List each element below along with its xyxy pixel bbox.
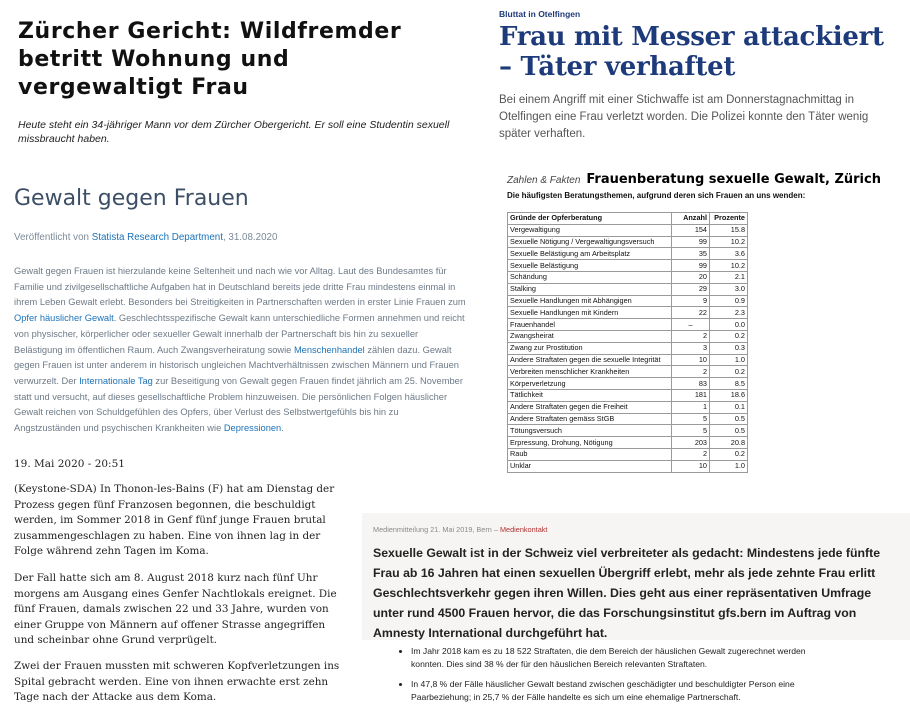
table-header-row: [508, 213, 748, 225]
cell-percent: 0.1: [710, 401, 748, 413]
body-text-1: Gewalt gegen Frauen ist hierzulande keine Seltenheit und nach wie vor Alltag. Laut des Bundesamtes für Familie und zivilgesellschaftliche Aufgaben hat in Deutschland bereits jede dritte Frau mindestens einmal in ihrem Leben Gewalt erlebt. Besonders bei Streitigkeiten in Partnerschaften werden in erster Linie Frauen zum: [14, 266, 466, 308]
article-lead-otelfingen: Bei einem Angriff mit einer Stichwaffe ist am Donnerstagnachmittag in Otelfingen eine Frau verletzt worden. Die Polizei konnte den Täter wenig später verhaften.: [499, 94, 869, 140]
cell-reason: Vergewaltigung: [508, 224, 672, 236]
domestic-violence-facts: [395, 645, 825, 711]
body-text-3: zählen dazu. Gewalt gegen Frauen ist unter anderem in historisch ungleichen Machtverhältnissen zwischen Männern und Frauen verwurzelt. Der: [14, 344, 459, 386]
news-paragraph-2: Der Fall hatte sich am 8. August 2018 kurz nach fünf Uhr morgens am Ausgang eines Genfer Nachtlokals ereignet. Die fünf Frauen, damals zwischen 22 und 33 Jahre, wurden von einer Gruppe von Männern auf offener Strasse angegriffen und scheinbar ohne Grund verprügelt.: [14, 572, 337, 646]
article-kicker-otelfingen: Bluttat in Otelfingen: [499, 9, 581, 19]
statista-body-text: [14, 264, 466, 437]
meta-prefix: Veröffentlicht von: [14, 232, 89, 243]
cell-percent: 2.3: [710, 307, 748, 319]
table-row: [508, 354, 748, 366]
table-row: [508, 389, 748, 401]
cell-percent: 0.2: [710, 366, 748, 378]
cell-reason: Sexuelle Nötigung / Vergewaltigungsversuch: [508, 236, 672, 248]
list-item: • Im Jahr 2018 kam es zu 18 522 Straftaten, die dem Bereich der häuslichen Gewalt zugerechnet werden konnten. Dies sind 38 % der für den häuslichen Bereich relevanten Straftaten.: [411, 645, 825, 671]
cell-reason: Sexuelle Handlungen mit Abhängigen: [508, 295, 672, 307]
cell-percent: 1.0: [710, 460, 748, 472]
cell-percent: 10.2: [710, 260, 748, 272]
cell-count: 2: [672, 366, 710, 378]
cell-count: 2: [672, 330, 710, 342]
cell-reason: Andere Straftaten gegen die Freiheit: [508, 401, 672, 413]
cell-count: 99: [672, 260, 710, 272]
stats-header: [507, 170, 881, 188]
cell-reason: Verbreiten menschlicher Krankheiten: [508, 366, 672, 378]
cell-percent: 20.8: [710, 437, 748, 449]
cell-percent: 8.5: [710, 378, 748, 390]
cell-count: 83: [672, 378, 710, 390]
table-row: [508, 413, 748, 425]
cell-count: 3: [672, 342, 710, 354]
table-row: [508, 236, 748, 248]
cell-reason: Andere Straftaten gegen die sexuelle Integrität: [508, 354, 672, 366]
cell-count: 99: [672, 236, 710, 248]
cell-count: 20: [672, 271, 710, 283]
cell-reason: Tötungsversuch: [508, 425, 672, 437]
news-paragraph-1: (Keystone-SDA) In Thonon-les-Bains (F) hat am Dienstag der Prozess gegen fünf Franzosen begonnen, die beschuldigt werden, im Sommer 2018 in Genf fünf junge Frauen brutal zusammengeschlagen zu haben. Eine von ihnen lag in der Folge während zehn Tagen im Koma.: [14, 483, 335, 557]
stats-title: Frauenberatung sexuelle Gewalt, Zürich: [586, 172, 881, 187]
link-opfer-haeuslicher-gewalt[interactable]: Opfer häuslicher Gewalt: [14, 313, 114, 324]
column-header: Anzahl: [672, 213, 710, 225]
cell-reason: Erpressung, Drohung, Nötigung: [508, 437, 672, 449]
cell-reason: Unklar: [508, 460, 672, 472]
cell-percent: 10.2: [710, 236, 748, 248]
table-row: [508, 319, 748, 331]
meta-date: , 31.08.2020: [222, 232, 278, 243]
news-paragraph-3: Zwei der Frauen mussten mit schweren Kopfverletzungen ins Spital gebracht werden. Eine von ihnen erwachte erst zehn Tage nach der Attacke aus dem Koma.: [14, 660, 340, 703]
cell-reason: Frauenhandel: [508, 319, 672, 331]
press-release-meta: [373, 525, 547, 534]
cell-reason: Sexuelle Handlungen mit Kindern: [508, 307, 672, 319]
cell-percent: 1.0: [710, 354, 748, 366]
column-header: Prozente: [710, 213, 748, 225]
counseling-stats-panel: [504, 166, 881, 496]
cell-count: 181: [672, 389, 710, 401]
cell-percent: 0.9: [710, 295, 748, 307]
author-link[interactable]: Statista Research Department: [91, 232, 223, 243]
link-internationale-tag[interactable]: Internationale Tag: [79, 375, 153, 386]
cell-reason: Zwangsheirat: [508, 330, 672, 342]
cell-percent: 2.1: [710, 271, 748, 283]
table-row: [508, 366, 748, 378]
cell-percent: 0.2: [710, 448, 748, 460]
cell-count: 2: [672, 448, 710, 460]
cell-percent: 3.0: [710, 283, 748, 295]
cell-count: 29: [672, 283, 710, 295]
table-row: [508, 224, 748, 236]
cell-count: 22: [672, 307, 710, 319]
stats-label: Zahlen & Fakten: [507, 175, 581, 186]
news-dateline: 19. Mai 2020 - 20:51: [14, 458, 125, 470]
cell-count: 35: [672, 248, 710, 260]
link-menschenhandel[interactable]: Menschenhandel: [293, 344, 365, 355]
cell-percent: 0.2: [710, 330, 748, 342]
press-release-box: [362, 513, 910, 640]
body-text-2: . Geschlechtsspezifische Gewalt kann unterschiedliche Formen annehmen und reicht von physischer, körperlicher oder sexueller Gewalt innerhalb der Partnerschaft bis hin zu sexueller Belästigung im öffentlichen Raum. Auch Zwangsverheiratung sowie: [14, 313, 465, 355]
table-row: [508, 330, 748, 342]
cell-reason: Sexuelle Belästigung am Arbeitsplatz: [508, 248, 672, 260]
cell-percent: 0.5: [710, 425, 748, 437]
article-headline-zurich: Zürcher Gericht: Wildfremder betritt Wohnung und vergewaltigt Frau: [18, 19, 402, 100]
cell-percent: 0.3: [710, 342, 748, 354]
statista-heading: Gewalt gegen Frauen: [14, 186, 249, 211]
press-release-date: Medienmitteilung 21. Mai 2019, Bern –: [373, 525, 500, 534]
cell-reason: Körperverletzung: [508, 378, 672, 390]
table-row: [508, 283, 748, 295]
table-row: [508, 307, 748, 319]
cell-count: 203: [672, 437, 710, 449]
table-row: [508, 401, 748, 413]
list-item: • In 47,8 % der Fälle häuslicher Gewalt bestand zwischen geschädigter und beschuldigter Person eine Paarbeziehung; in 25,7 % der Fälle handelte es sich um eine ehemalige Partnerschaft.: [411, 678, 825, 704]
table-row: [508, 425, 748, 437]
table-row: [508, 437, 748, 449]
table-row: [508, 460, 748, 472]
cell-percent: 0.5: [710, 413, 748, 425]
cell-count: 5: [672, 425, 710, 437]
cell-count: 5: [672, 413, 710, 425]
cell-count: 9: [672, 295, 710, 307]
table-row: [508, 295, 748, 307]
cell-count: 1: [672, 401, 710, 413]
cell-reason: Tätlichkeit: [508, 389, 672, 401]
cell-percent: 18.6: [710, 389, 748, 401]
article-lead-zurich: Heute steht ein 34-jähriger Mann vor dem Zürcher Obergericht. Er soll eine Studentin sexuell missbraucht haben.: [18, 119, 450, 145]
stats-table: [507, 212, 748, 473]
cell-count: 154: [672, 224, 710, 236]
cell-reason: Andere Straftaten gemäss StGB: [508, 413, 672, 425]
table-row: [508, 448, 748, 460]
cell-count: 10: [672, 460, 710, 472]
body-text-5: .: [281, 423, 284, 434]
statista-publication-meta: [14, 232, 277, 243]
column-header: Gründe der Opferberatung: [508, 213, 672, 225]
media-contact-link[interactable]: Medienkontakt: [499, 525, 548, 534]
table-row: [508, 378, 748, 390]
table-row: [508, 260, 748, 272]
cell-percent: 15.8: [710, 224, 748, 236]
cell-reason: Stalking: [508, 283, 672, 295]
body-text-4: zur Beseitigung von Gewalt gegen Frauen findet jährlich am 25. November statt und versucht, auf dieses gesellschaftliche Problem hinzuweisen. Die persönlichen Folgen häuslicher Gewalt reichen von Schuldgefühlen des Opfers, über Verlust des Selbstwertgefühls bis hin zu Angstzuständen und psychischen Krankheiten wie: [14, 375, 463, 434]
cell-percent: 3.6: [710, 248, 748, 260]
cell-reason: Schändung: [508, 271, 672, 283]
cell-reason: Raub: [508, 448, 672, 460]
table-row: [508, 342, 748, 354]
press-release-text: Sexuelle Gewalt ist in der Schweiz viel verbreiteter als gedacht: Mindestens jede fünfte Frau ab 16 Jahren hat einen sexuellen Übergriff erlebt, mehr als jede zehnte Frau erlitt Geschlechtsverkehr gegen ihren Willen. Dies geht aus einer repräsentativen Umfrage unter rund 4500 Frauen hervor, die das Forschungsinstitut gfs.bern im Auftrag von Amnesty International durchgeführt hat.: [373, 546, 881, 640]
link-depressionen[interactable]: Depressionen: [223, 423, 282, 434]
stats-subtitle: Die häufigsten Beratungsthemen, aufgrund deren sich Frauen an uns wenden:: [507, 191, 806, 200]
table-row: [508, 248, 748, 260]
cell-count: 10: [672, 354, 710, 366]
cell-percent: 0.0: [710, 319, 748, 331]
cell-count: –: [672, 319, 710, 331]
cell-reason: Sexuelle Belästigung: [508, 260, 672, 272]
cell-reason: Zwang zur Prostitution: [508, 342, 672, 354]
table-row: [508, 271, 748, 283]
article-headline-otelfingen: Frau mit Messer attackiert – Täter verhaftet: [499, 22, 884, 82]
